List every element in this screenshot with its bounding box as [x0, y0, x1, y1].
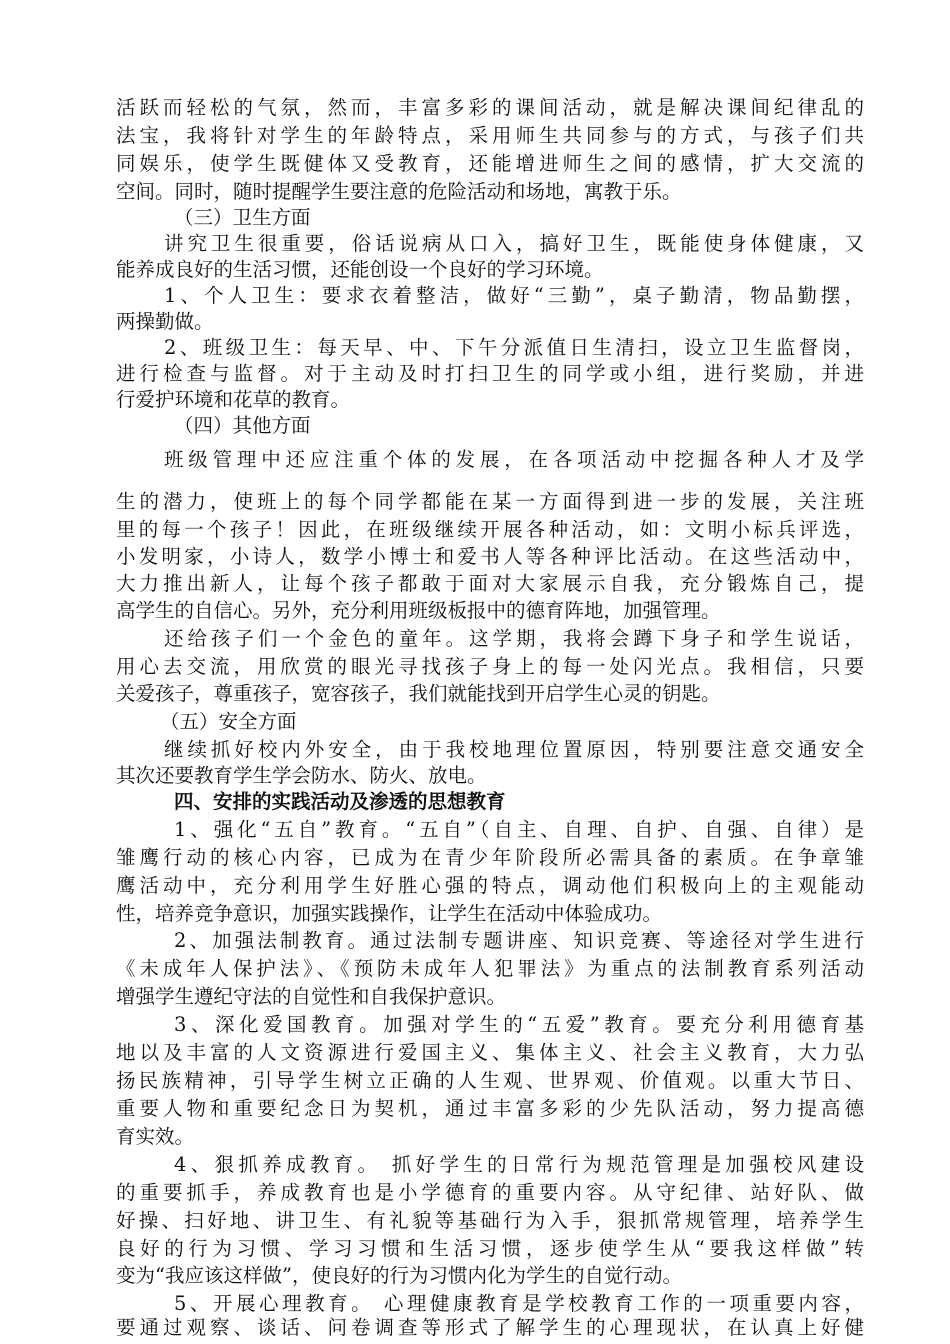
text-line: 1、个人卫生：要求衣着整洁，做好“三勤”，桌子勤清，物品勤摆，	[164, 284, 864, 307]
text-line: 里的每一个孩子！因此，在班级继续开展各种活动，如：文明小标兵评选，	[116, 518, 864, 541]
text-line: 要通过观察、谈话、问卷调查等形式了解学生的心理现状，在认真上好健	[116, 1316, 864, 1339]
text-line: 继续抓好校内外安全，由于我校地理位置原因，特别要注意交通安全	[164, 738, 864, 761]
text-line: 雏鹰行动的核心内容，已成为在青少年阶段所必需具备的素质。在争章雏	[116, 846, 864, 869]
text-line: 两操勤做。	[116, 310, 214, 333]
text-line: 生的潜力，使班上的每个同学都能在某一方面得到进一步的发展，关注班	[116, 490, 864, 513]
section-heading: （三）卫生方面	[174, 206, 311, 229]
text-line: 其次还要教育学生学会防水、防火、放电。	[116, 764, 487, 787]
text-line: 1、强化“五自”教育。“五自”（自主、自理、自护、自强、自律）是	[174, 818, 864, 841]
text-line: 5、开展心理教育。 心理健康教育是学校教育工作的一项重要内容，	[174, 1292, 864, 1315]
text-line: 大力推出新人，让每个孩子都敢于面对大家展示自我，充分锻炼自己，提	[116, 572, 864, 595]
text-line: 高学生的自信心。另外，充分利用班级板报中的德育阵地，加强管理。	[116, 599, 721, 622]
text-line: 好操、扫好地、讲卫生、有礼貌等基础行为入手，狠抓常规管理，培养学生	[116, 1209, 864, 1232]
text-line: 讲究卫生很重要，俗话说病从口入，搞好卫生，既能使身体健康，又	[164, 232, 864, 255]
text-line: 法宝，我将针对学生的年龄特点，采用师生共同参与的方式，与孩子们共	[116, 124, 864, 147]
text-line: 扬民族精神，引导学生树立正确的人生观、世界观、价值观。以重大节日、	[116, 1069, 864, 1092]
text-line: 还给孩子们一个金色的童年。这学期，我将会蹲下身子和学生说话，	[164, 627, 864, 650]
text-line: 鹰活动中，充分利用学生好胜心强的特点，调动他们积极向上的主观能动	[116, 874, 864, 897]
text-line: 空间。同时，随时提醒学生要注意的危险活动和场地，寓教于乐。	[116, 180, 682, 203]
text-line: 性，培养竞争意识，加强实践操作，让学生在活动中体验成功。	[116, 902, 663, 925]
text-line: 班级管理中还应注重个体的发展，在各项活动中挖掘各种人才及学	[164, 448, 864, 471]
text-line: 2、班级卫生：每天早、中、下午分派值日生清扫，设立卫生监督岗，	[164, 336, 864, 359]
text-line: 行爱护环境和花草的教育。	[116, 388, 351, 411]
section-heading: （五）安全方面	[160, 710, 297, 733]
text-line: 育实效。	[116, 1125, 195, 1148]
text-line: 《未成年人保护法》、《预防未成年人犯罪法》为重点的法制教育系列活动	[116, 957, 864, 980]
text-line: 进行检查与监督。对于主动及时打扫卫生的同学或小组，进行奖励，并进	[116, 362, 864, 385]
text-line: 2、加强法制教育。通过法制专题讲座、知识竞赛、等途径对学生进行	[174, 929, 864, 952]
text-line: 良好的行为习惯、学习习惯和生活习惯，逐步使学生从“要我这样做”转	[116, 1237, 864, 1260]
text-line: 变为“我应该这样做”，使良好的行为习惯内化为学生的自觉行动。	[116, 1264, 682, 1287]
text-line: 增强学生遵纪守法的自觉性和自我保护意识。	[116, 985, 507, 1008]
text-line: 的重要抓手，养成教育也是小学德育的重要内容。从守纪律、站好队、做	[116, 1181, 864, 1204]
text-line: 能养成良好的生活习惯，还能创设一个良好的学习环境。	[116, 258, 604, 281]
text-line: 地以及丰富的人文资源进行爱国主义、集体主义、社会主义教育，大力弘	[116, 1041, 864, 1064]
text-line: 用心去交流，用欣赏的眼光寻找孩子身上的每一处闪光点。我相信，只要	[116, 655, 864, 678]
section-heading: （四）其他方面	[174, 414, 311, 437]
text-line: 小发明家，小诗人，数学小博士和爱书人等各种评比活动。在这些活动中，	[116, 545, 864, 568]
text-line: 3、深化爱国教育。加强对学生的“五爱”教育。要充分利用德育基	[174, 1013, 864, 1036]
text-line: 4、狠抓养成教育。 抓好学生的日常行为规范管理是加强校风建设	[174, 1153, 864, 1176]
text-line: 活跃而轻松的气氛，然而，丰富多彩的课间活动，就是解决课间纪律乱的	[116, 96, 864, 119]
chapter-heading: 四、安排的实践活动及渗透的思想教育	[174, 790, 506, 813]
text-line: 关爱孩子，尊重孩子，宽容孩子，我们就能找到开启学生心灵的钥匙。	[116, 682, 721, 705]
text-line: 同娱乐，使学生既健体又受教育，还能增进师生之间的感情，扩大交流的	[116, 152, 864, 175]
text-line: 重要人物和重要纪念日为契机，通过丰富多彩的少先队活动，努力提高德	[116, 1097, 864, 1120]
